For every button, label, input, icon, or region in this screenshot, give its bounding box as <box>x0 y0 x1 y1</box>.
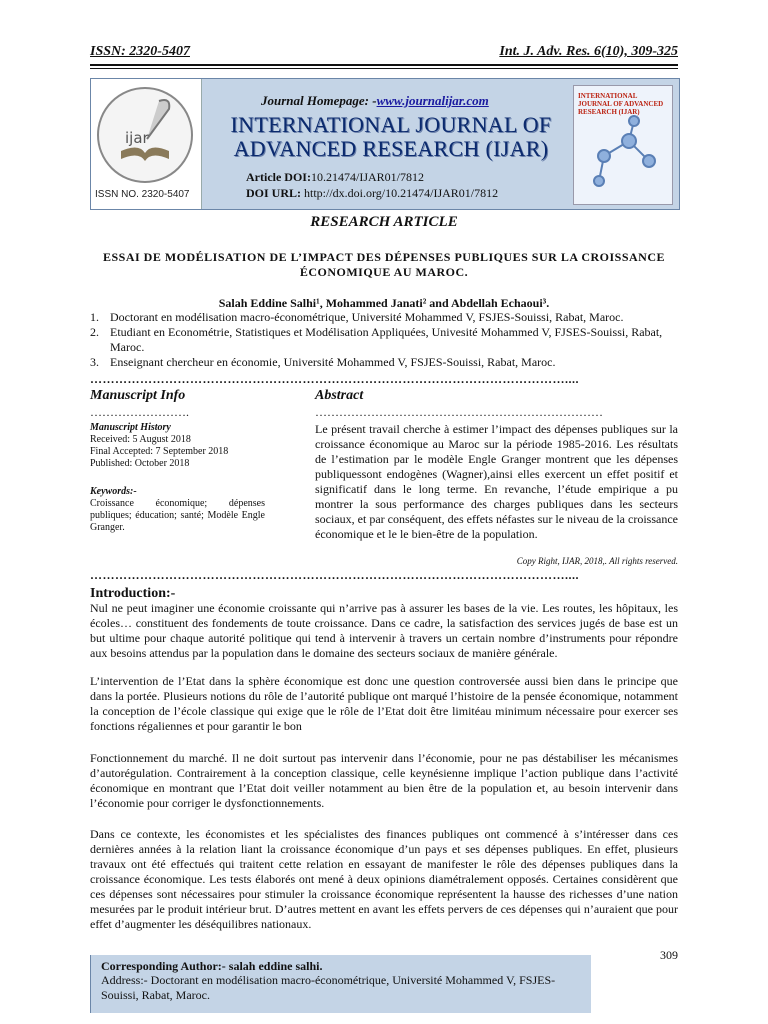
corresponding-author-box <box>90 955 591 1013</box>
homepage-label: Journal Homepage: - <box>261 93 377 108</box>
article-title-line-2: ÉCONOMIQUE AU MAROC. <box>299 265 469 279</box>
intro-paragraph: Nul ne peut imaginer une économie croissante qui n’arrive pas à assurer les bases de la vie. Les routes, les hôpitaux, les écoles… constituent des fondements de toute croissance. Dans ce cadre, la satisfaction des services jugés de base est un but ultime pour chaque autorité politique qui tend à intervenir à travers un certain nombre d’instruments pour répondre aux besoins attendus par la population dans le domaine des secteurs sociaux de manière générale. <box>90 601 678 660</box>
copyright-notice: Copy Right, IJAR, 2018,. All rights reserved. <box>516 556 678 566</box>
journal-logo <box>91 79 202 209</box>
homepage-link[interactable]: www.journalijar.com <box>376 93 489 108</box>
manuscript-info-dots: ……………………. <box>90 405 189 419</box>
keywords-label: Keywords:- <box>90 486 137 497</box>
header-rule-thin <box>90 68 678 69</box>
article-authors: Salah Eddine Salhi¹, Mohammed Janati² and Abdellah Echaoui³. <box>218 296 550 310</box>
doi-url-link[interactable]: http://dx.doi.org/10.21474/IJAR01/7812 <box>304 186 499 200</box>
journal-title-line-1: INTERNATIONAL JOURNAL OF <box>230 112 552 137</box>
corresponding-author-heading: Corresponding Author:- salah eddine salhi. <box>101 959 323 973</box>
article-type: RESEARCH ARTICLE <box>310 214 458 230</box>
logo-text: ijar <box>125 129 149 147</box>
separator-dots: …………………………………………………………………………………………………….... <box>90 568 579 582</box>
cover-title: INTERNATIONAL JOURNAL OF ADVANCED RESEARCH (IJAR) <box>578 92 664 116</box>
intro-paragraph: L’intervention de l’Etat dans la sphère économique est donc une question controversée aussi bien dans le principe que dans la portée. Plusieurs notions du rôle de l’autorité publique ont marqué l’histoire de la pensée économique, notamment la conception de l’école classique qui exige que le rôle de l’Etat doit être limitéau minimum nécessaire pour exercer ses fonctions régaliennes et pour garantir le bon <box>90 674 678 733</box>
keywords-text: Croissance économique; dépenses publiques; éducation; santé; Modèle Engle Granger. <box>90 498 265 533</box>
abstract-text: Le présent travail cherche à estimer l’impact des dépenses publiques sur la croissance économique au Maroc sur la période 1985-2016. Les résultats de l’estimation par le modèle Engle Granger montrent que les dépenses publiquessont endogènes (Wagner),ainsi elles exercent un effet positif et significatif dans le long terme. En revanche, l’étude empirique a pu montrer la sous performance des charges publiques dans les secteurs sociaux, et par conséquent, des effets néfastes sur le niveau de la croissance économique et le le bien-être de la population. <box>315 422 678 541</box>
abstract-dots: ……………………………………………………………… <box>315 405 603 419</box>
affiliation-item: 3. Enseignant chercheur en économie, Université Mohammed V, FSJES-Souissi, Rabat, Maroc. <box>90 355 556 369</box>
logo-emblem <box>97 87 193 183</box>
accepted-date: Final Accepted: 7 September 2018 <box>90 446 229 457</box>
doi-label: Article DOI: <box>246 170 311 184</box>
molecule-icon <box>574 86 672 204</box>
abstract-heading: Abstract <box>315 388 364 403</box>
intro-paragraph: Fonctionnement du marché. Il ne doit surtout pas intervenir dans l’économie, pour ne pas déstabiliser les mécanismes d’autorégulation. Contrairement à la conception classique, celle keynésienne implique l’action publique dans l’activité économique en montrant que l’Etat doit veiller notamment au bien être de la population et, au besoin intervenir dans l’économie pour corriger le dysfonctionnements. <box>90 751 678 810</box>
journal-homepage <box>261 93 489 109</box>
page-number: 309 <box>660 948 678 962</box>
affiliation-item: 2. Etudiant en Econométrie, Statistiques et Modélisation Appliquées, Univesité Mohammed V, FJSES-Souissi, Rabat, Maroc. <box>90 325 663 354</box>
manuscript-info-heading: Manuscript Info <box>90 388 186 403</box>
journal-cover-thumbnail <box>573 85 673 205</box>
journal-citation: Int. J. Adv. Res. 6(10), 309-325 <box>499 44 678 59</box>
doi-url-label: DOI URL: <box>246 186 302 200</box>
journal-title-line-2: ADVANCED RESEARCH (IJAR) <box>233 136 549 161</box>
journal-issn: ISSN: 2320-5407 <box>90 44 190 59</box>
journal-title <box>211 113 571 161</box>
separator-dots: …………………………………………………………………………………………………….... <box>90 372 579 386</box>
received-date: Received: 5 August 2018 <box>90 434 191 445</box>
affiliations-list <box>90 310 680 370</box>
corresponding-author-address: Address:- Doctorant en modélisation macro-économétrique, Université Mohammed V, FSJES-Souissi, Rabat, Maroc. <box>101 973 556 1002</box>
manuscript-info-body <box>90 422 265 534</box>
doi-value: 10.21474/IJAR01/7812 <box>310 170 424 184</box>
article-title <box>100 250 668 280</box>
intro-paragraph: Dans ce contexte, les économistes et les spécialistes des finances publiques ont commencé à s’intéresser dans ces dernières années à la relation liant la croissance économique d’un pays et ses dépenses publiques. En effet, plusieurs travaux ont été effectués qui traitent cette relation en essayant de manifester le rôle des dépenses publiques dans la croissance économique. Les tests élaborés ont mené à deux opinions diamétralement opposés. Certaines considèrent que ces dépenses sont nécessaires pour stimuler la croissance économique représentent la hausse des richesses d’une nation mesurées par le produit intérieur brut. D’autres mettent en avant les effets pervers de ces dépenses qui n’auraient que pour effet d’augmenter les déséquilibres nationaux. <box>90 827 678 931</box>
header-rule <box>90 64 678 66</box>
logo-issn: ISSN NO. 2320-5407 <box>95 189 190 200</box>
journal-banner <box>90 78 680 210</box>
affiliation-item: 1. Doctorant en modélisation macro-économétrique, Université Mohammed V, FSJES-Souissi, Rabat, Maroc. <box>90 310 624 324</box>
published-date: Published: October 2018 <box>90 458 190 469</box>
article-title-line-1: ESSAI DE MODÉLISATION DE L’IMPACT DES DÉPENSES PUBLIQUES SUR LA CROISSANCE <box>102 250 666 264</box>
manuscript-history-label: Manuscript History <box>90 422 171 433</box>
doi-block <box>246 169 498 201</box>
introduction-heading: Introduction:- <box>90 586 176 601</box>
